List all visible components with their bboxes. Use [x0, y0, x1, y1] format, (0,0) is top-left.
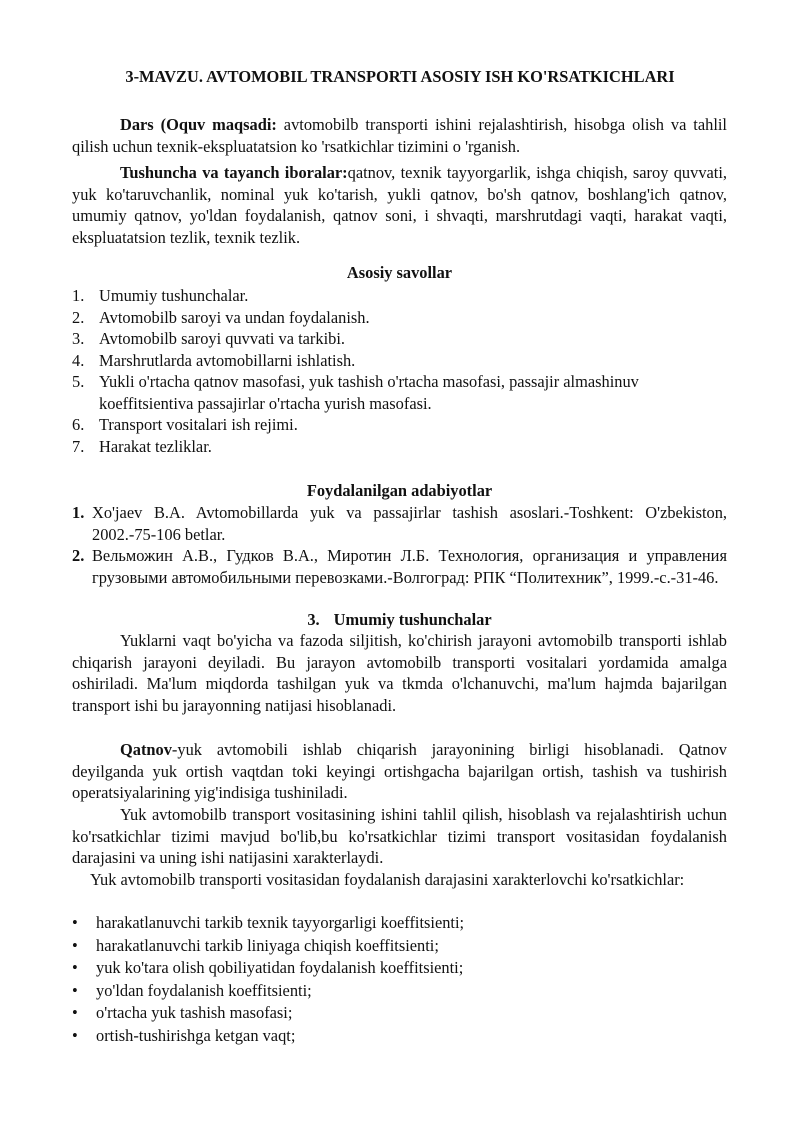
- section-number: 3.: [307, 610, 320, 629]
- item-text: Umumiy tushunchalar.: [99, 286, 249, 305]
- item-number: 1.: [72, 286, 85, 305]
- item-text: yo'ldan foydalanish koeffitsienti;: [96, 980, 312, 1000]
- item-number: 1.: [72, 503, 85, 522]
- item-number: 6.: [72, 415, 85, 434]
- keywords-label: Tushuncha va tayanch iboralar:: [120, 163, 348, 182]
- objective-text: avtomobilb transporti ishini rejalashtirish, hisobga olish va tahlil qilish uchun texnik-ekspluatatsion ko 'rsatkichlar tizimini o 'rganish.: [72, 115, 727, 156]
- paragraph: Yuklarni vaqt bo'yicha va fazoda siljitish, ko'chirish jarayoni avtomobilb transporti ishlab chiqarish jarayoni deyiladi. Bu jarayon avtomobilb transporti vositalari yordamida amalga oshiriladi. Ma'lum miqdorda tashilgan yuk va tkmda o'lchanuvchi, ma'lum hajmda bajarilgan transport ishi bu jarayonning natijasi hisoblanadi.: [72, 631, 727, 715]
- list-item: [72, 980, 727, 1003]
- list-item: [72, 912, 727, 935]
- item-number: 5.: [72, 372, 85, 391]
- item-text: Marshrutlarda avtomobillarni ishlatish.: [99, 350, 356, 370]
- questions-heading: Asosiy savollar: [346, 263, 453, 282]
- questions-list: [72, 285, 727, 457]
- section-title: Umumiy tushunchalar: [333, 610, 492, 629]
- literature-list: [72, 502, 727, 588]
- list-item: [72, 1025, 727, 1048]
- item-text: Transport vositalari ish rejimi.: [99, 415, 298, 434]
- bullet-icon: •: [72, 980, 78, 1000]
- list-item: [72, 328, 727, 350]
- literature-heading: Foydalanilgan adabiyotlar: [306, 481, 493, 500]
- list-item: [72, 307, 727, 329]
- section-heading: [72, 609, 727, 631]
- item-number: 3.: [72, 329, 85, 348]
- list-item: [72, 371, 727, 414]
- item-text: o'rtacha yuk tashish masofasi;: [96, 1003, 293, 1022]
- list-item: [72, 436, 727, 458]
- list-item: [72, 957, 727, 980]
- paragraph: Yuk avtomobilb transport vositasining ishini tahlil qilish, hisoblash va rejalashtirish uchun ko'rsatkichlar tizimi mavjud bo'lib,bu ko'rsatkichlar tizimi transport vositasidan foydalanish darajasini va uning ishi natijasini xarakterlaydi.: [72, 805, 727, 867]
- item-number: 2.: [72, 546, 85, 565]
- literature-item: [72, 545, 727, 588]
- objective-paragraph: [72, 114, 727, 157]
- item-number: 4.: [72, 350, 85, 370]
- bullet-icon: •: [72, 913, 78, 932]
- bullet-icon: •: [72, 1003, 78, 1022]
- item-text: harakatlanuvchi tarkib texnik tayyorgarligi koeffitsienti;: [96, 913, 465, 932]
- qatnov-paragraph: [72, 739, 727, 804]
- list-item: [72, 414, 727, 436]
- item-text: Harakat tezliklar.: [99, 436, 212, 456]
- list-item: [72, 285, 727, 307]
- item-text: Avtomobilb saroyi va undan foydalanish.: [99, 307, 370, 327]
- list-item: [72, 935, 727, 958]
- bullet-icon: •: [72, 935, 78, 955]
- item-text: ortish-tushirishga ketgan vaqt;: [96, 1025, 296, 1045]
- bullet-icon: •: [72, 1025, 78, 1045]
- paragraph: Yuk avtomobilb transporti vositasidan foydalanish darajasini xarakterlovchi ko'rsatkichlar:: [90, 870, 685, 889]
- item-number: 2.: [72, 307, 85, 327]
- literature-item: [72, 502, 727, 545]
- page-title: 3-MAVZU. AVTOMOBIL TRANSPORTI ASOSIY ISH KO'RSATKICHLARI: [125, 67, 675, 86]
- item-text: harakatlanuvchi tarkib liniyaga chiqish koeffitsienti;: [96, 935, 439, 955]
- bullet-icon: •: [72, 958, 78, 977]
- list-item: [72, 1002, 727, 1025]
- item-text: Yukli o'rtacha qatnov masofasi, yuk tashish o'rtacha masofasi, passajir almashinuv koeffitsientiva passajirlar o'rtacha yurish masofasi.: [99, 372, 639, 413]
- keywords-paragraph: [72, 162, 727, 248]
- qatnov-text: -yuk avtomobili ishlab chiqarish jarayonining birligi hisoblanadi. Qatnov deyilganda yuk ortish vaqtdan toki keyingi ortishgacha bajarilgan ortish, tashish va tushirish operatsiyalarining yig'indisiga tushiniladi.: [72, 740, 727, 802]
- item-text: Avtomobilb saroyi quvvati va tarkibi.: [99, 329, 345, 348]
- item-number: 7.: [72, 436, 85, 456]
- item-text: yuk ko'tara olish qobiliyatidan foydalanish koeffitsienti;: [96, 958, 464, 977]
- objective-label: Dars (Oquv maqsadi:: [120, 115, 277, 134]
- item-text: Xo'jaev B.A. Avtomobillarda yuk va passajirlar tashish asoslari.-Toshkent: O'zbekiston, 2002.-75-106 betlar.: [92, 503, 727, 544]
- item-text: Вельможин А.В., Гудков В.А., Миротин Л.Б. Технология, организация и управления грузовыми автомобильными перевозками.-Волгоград: РПК “Политехник”, 1999.-с.-31-46.: [92, 546, 727, 587]
- list-item: [72, 350, 727, 372]
- qatnov-term: Qatnov: [120, 740, 172, 759]
- keywords-text: qatnov, texnik tayyorgarlik, ishga chiqish, saroy quvvati, yuk ko'taruvchanlik, nominal yuk ko'tarish, yukli qatnov, bo'sh qatnov, boshlang'ich qatnov, umumiy qatnov, yo'ldan foydalanish, qatnov soni, i shvaqti, marshrutdagi vaqti, harakat vaqti, ekspluatatsion tezlik, texnik tezlik.: [72, 163, 727, 247]
- indicator-list: [72, 912, 727, 1047]
